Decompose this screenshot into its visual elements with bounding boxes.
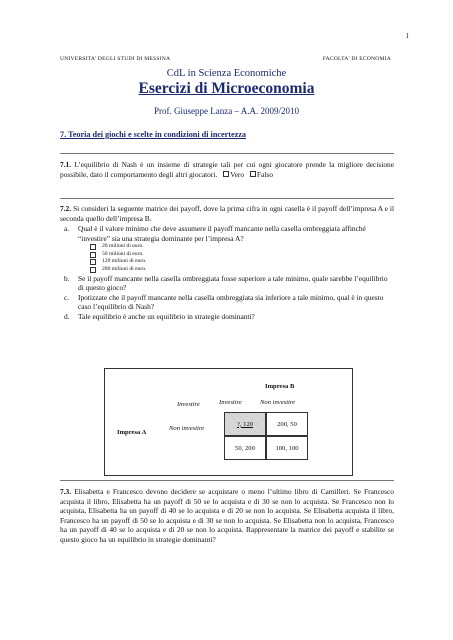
option-row[interactable] [90,251,394,259]
professor-line: Prof. Giuseppe Lanza – A.A. 2009/2010 [154,106,299,116]
document-title: Esercizi di Microeconomia [138,80,315,97]
option-label: 50 milioni di euro. [102,250,144,257]
payoff-cell [266,412,308,436]
list-item [60,224,394,243]
payoff-cell [266,436,308,460]
question-text: Elisabetta e Francesco devono decidere se acquistare o meno l’ultimo libro di Camilleri. Se Francesco acquista il libro, Elisabetta ha un payoff di 50 se lo acquista e di 30 se non lo acquista. Se Francesco non lo acquista, Elisabetta ha un payoff di 40 se lo acquista e di 20 se non lo acquista. Se Elisabetta acquista il libro, Francesco ha un payoff di 50 se lo acquista e di 30 se non lo acquista. Se Elisabetta non lo acquista, Francesco ha un payoff di 40 se lo acquista e di 20 se non lo acquista. Rappresentate la matrice dei payoff e stabilite se questo gioco ha un equilibrio in strategie dominanti? [60,487,394,544]
cell-value: ?, 120 [236,420,254,428]
option-label: 20 milioni di euro. [102,243,144,250]
answer-options [90,243,394,273]
course-name: CdL in Scienza Economiche [166,68,287,79]
divider [60,153,394,154]
question-text: L’equilibrio di Nash è un insieme di strategie tali per cui ogni giocatore prende la migliore decisione possibile, dato il comportamento degli altri giocatori. [60,160,394,179]
option-row[interactable] [90,258,394,266]
list-item [60,274,394,293]
question-7-1 [60,160,394,179]
checkbox[interactable] [90,244,96,250]
header-university: UNIVERSITA' DEGLI STUDI DI MESSINA [60,56,171,62]
option-label: 200 milioni di euro. [102,265,147,272]
true-checkbox[interactable] [223,171,229,177]
question-text: Si consideri la seguente matrice dei payoff, dove la prima cifra in ogni casella è il payoff dell’impresa A e il seconda quello dell’impresa B. [60,204,394,223]
item-letter: c. [64,292,70,302]
section-title: 7. Teoria dei giochi e scelte in condizioni di incertezza [60,130,247,139]
item-letter: b. [64,273,70,283]
checkbox[interactable] [90,252,96,258]
column-label-invest: Investire [219,399,242,406]
question-number: 7.1. [60,160,72,169]
item-text: Tale equilibrio è anche un equilibrio in strategie dominanti? [78,311,255,321]
option-row[interactable] [90,266,394,274]
question-7-3 [60,487,394,545]
cell-value: 50, 200 [235,444,255,452]
payoff-matrix [104,368,353,476]
divider [60,480,394,481]
question-7-2 [60,204,394,223]
row-label-invest: Investire [177,401,200,408]
false-checkbox[interactable] [250,171,256,177]
player-b-label: Impresa B [265,383,295,390]
question-number: 7.3. [60,487,72,496]
column-label-not-invest: Non investire [260,399,296,406]
cell-value: 100, 100 [275,444,299,452]
true-label: Vero [230,169,245,179]
row-label-not-invest: Non investire [169,425,205,432]
item-letter: d. [64,311,70,321]
divider [60,198,394,199]
payoff-cell [224,436,266,460]
list-item [60,293,394,312]
header-faculty: FACOLTA' DI ECONOMIA [322,56,391,62]
question-number: 7.2. [60,204,72,213]
checkbox[interactable] [90,267,96,273]
cell-value: 200, 50 [277,420,297,428]
player-a-label: Impresa A [117,429,147,436]
option-label: 120 milioni di euro. [102,258,147,265]
checkbox[interactable] [90,259,96,265]
question-7-2-items [60,224,394,322]
item-text: Ipotizzate che il payoff mancante nella casella ombreggiata sia inferiore a tale minimo, qual è in questo caso l’equilibrio di Nash? [78,292,384,312]
item-text: Se il payoff mancante nella casella ombreggiata fosse superiore a tale minimo, quale sarebbe l’equilibrio di questo gioco? [78,273,388,293]
false-label: Falso [256,169,273,179]
option-row[interactable] [90,243,394,251]
item-text: Qual è il valore minimo che deve assumere il payoff mancante nella casella ombreggiata affinché “investire” sia una strategia dominante per l’impresa A? [78,224,366,243]
list-item [60,312,394,322]
payoff-cell-shaded [224,412,266,436]
item-letter: a. [64,224,70,233]
page-number: 1 [405,32,409,40]
